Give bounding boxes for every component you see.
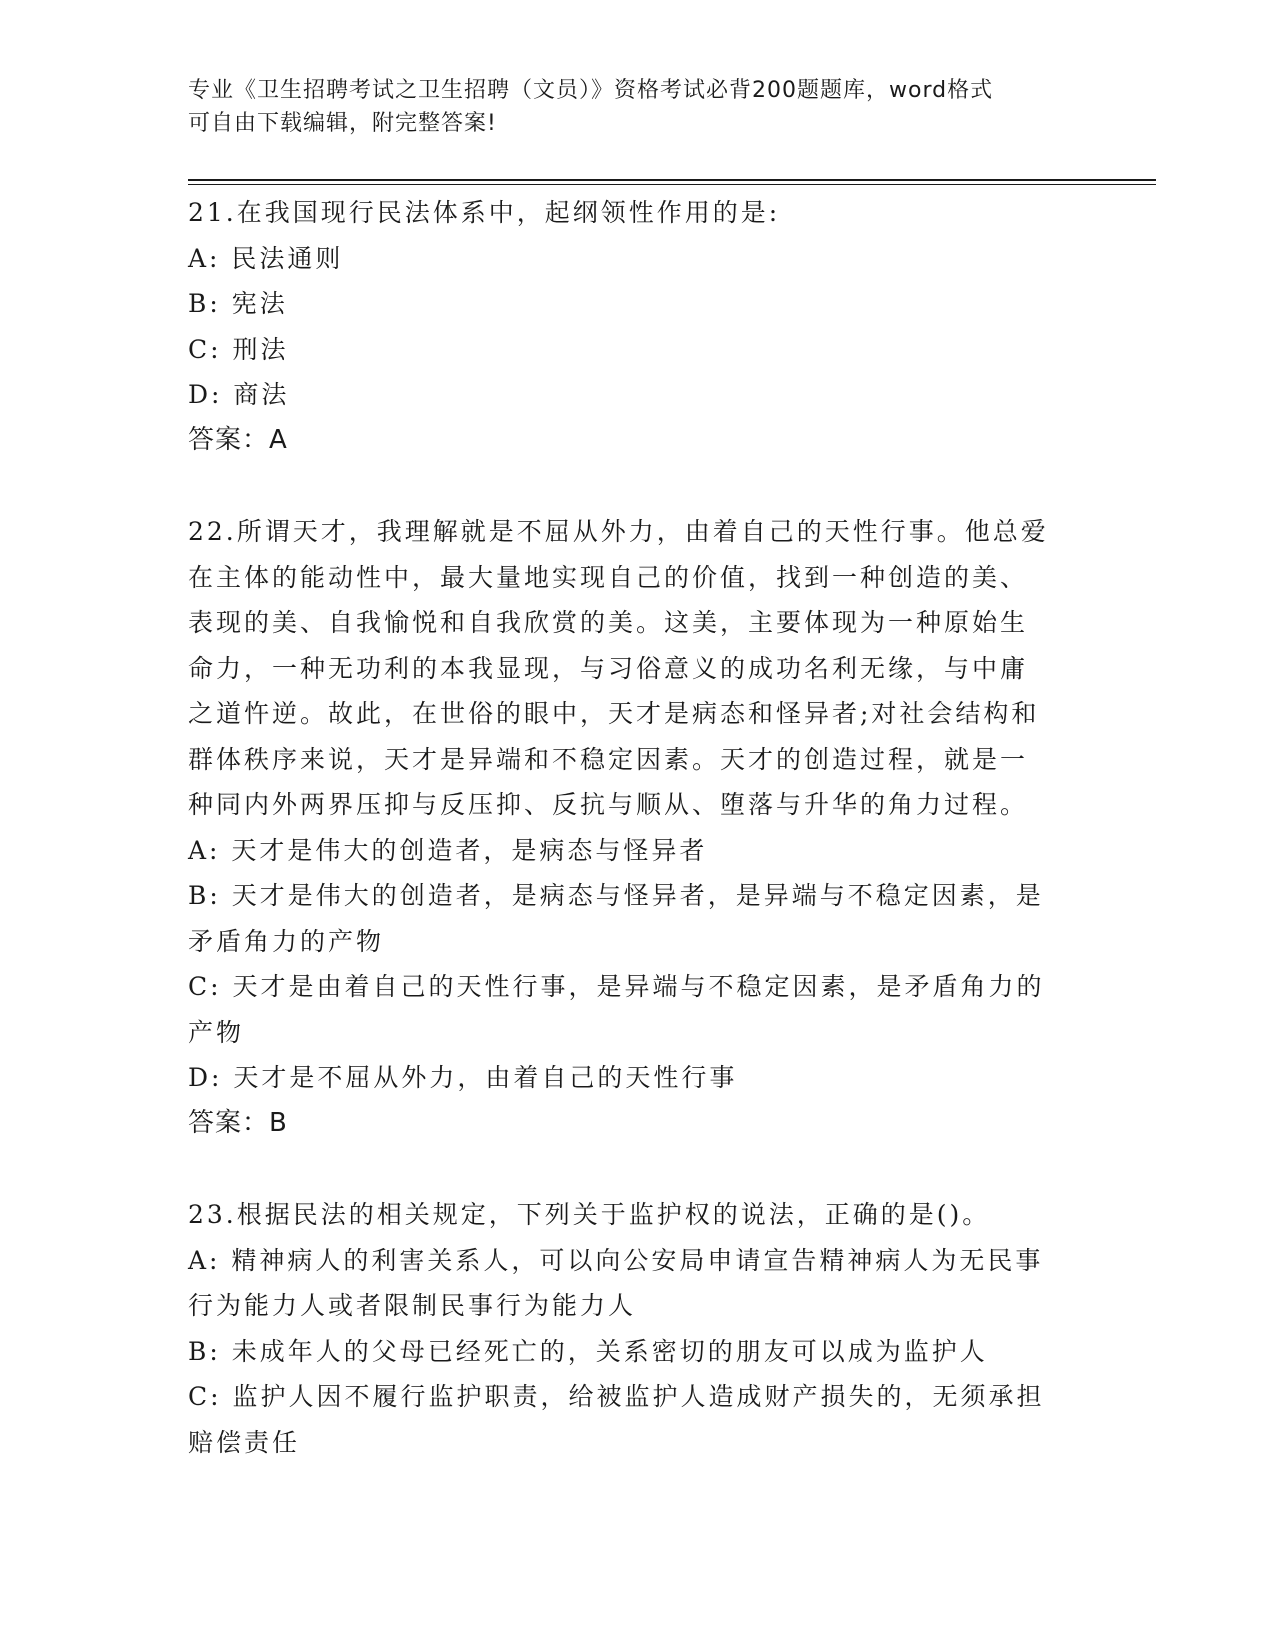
question-stem: 21.在我国现行民法体系中，起纲领性作用的是:	[188, 198, 781, 227]
question-23	[188, 1192, 1088, 1465]
header-rule-thin	[188, 184, 1156, 185]
header-line-1: 专业《卫生招聘考试之卫生招聘（文员）》资格考试必背200题题库，word格式	[188, 78, 994, 103]
question-stem-line: 22.所谓天才，我理解就是不屈从外力，由着自己的天性行事。他总爱	[188, 517, 1049, 546]
question-stem-line: 之道忤逆。故此，在世俗的眼中，天才是病态和怪异者;对社会结构和	[188, 699, 1040, 728]
question-list	[188, 190, 1088, 1465]
question-22	[188, 509, 1088, 1146]
option-c: C: 刑法	[188, 334, 289, 364]
option-a: A: 民法通则	[188, 243, 344, 273]
option-b: B: 未成年人的父母已经死亡的，关系密切的朋友可以成为监护人	[188, 1336, 988, 1366]
question-stem: 23.根据民法的相关规定，下列关于监护权的说法，正确的是()。	[188, 1200, 991, 1229]
question-21	[188, 190, 1088, 463]
question-stem-line: 表现的美、自我愉悦和自我欣赏的美。这美，主要体现为一种原始生	[188, 608, 1029, 637]
question-stem-line: 在主体的能动性中，最大量地实现自己的价值，找到一种创造的美、	[188, 562, 1029, 592]
question-spacer	[188, 1146, 1088, 1192]
answer-label: 答案：B	[188, 1107, 288, 1138]
option-a: A: 天才是伟大的创造者，是病态与怪异者	[188, 835, 708, 865]
option-c-continued: 赔偿责任	[188, 1427, 301, 1457]
header-rule-thick	[188, 179, 1156, 181]
option-b-continued: 矛盾角力的产物	[188, 926, 385, 956]
option-c: C: 天才是由着自己的天性行事，是异端与不稳定因素，是矛盾角力的	[188, 972, 1045, 1001]
question-stem-line: 群体秩序来说，天才是异端和不稳定因素。天才的创造过程，就是一	[188, 744, 1029, 774]
option-a-continued: 行为能力人或者限制民事行为能力人	[188, 1291, 637, 1320]
option-a: A: 精神病人的利害关系人，可以向公安局申请宣告精神病人为无民事	[188, 1245, 1044, 1275]
question-spacer	[188, 463, 1088, 509]
header-line-2: 可自由下载编辑，附完整答案!	[188, 111, 497, 136]
answer-label: 答案：A	[188, 424, 288, 455]
option-c-continued: 产物	[188, 1017, 245, 1047]
question-stem-line: 种同内外两界压抑与反压抑、反抗与顺从、堕落与升华的角力过程。	[188, 790, 1029, 819]
option-b: B: 天才是伟大的创造者，是病态与怪异者，是异端与不稳定因素，是	[188, 881, 1044, 910]
question-stem-line: 命力，一种无功利的本我显现，与习俗意义的成功名利无缘，与中庸	[188, 653, 1029, 683]
option-d: D: 商法	[188, 380, 290, 409]
document-header	[188, 74, 1088, 140]
option-b: B: 宪法	[188, 289, 288, 318]
option-d: D: 天才是不屈从外力，由着自己的天性行事	[188, 1063, 738, 1092]
option-c: C: 监护人因不履行监护职责，给被监护人造成财产损失的，无须承担	[188, 1382, 1045, 1411]
